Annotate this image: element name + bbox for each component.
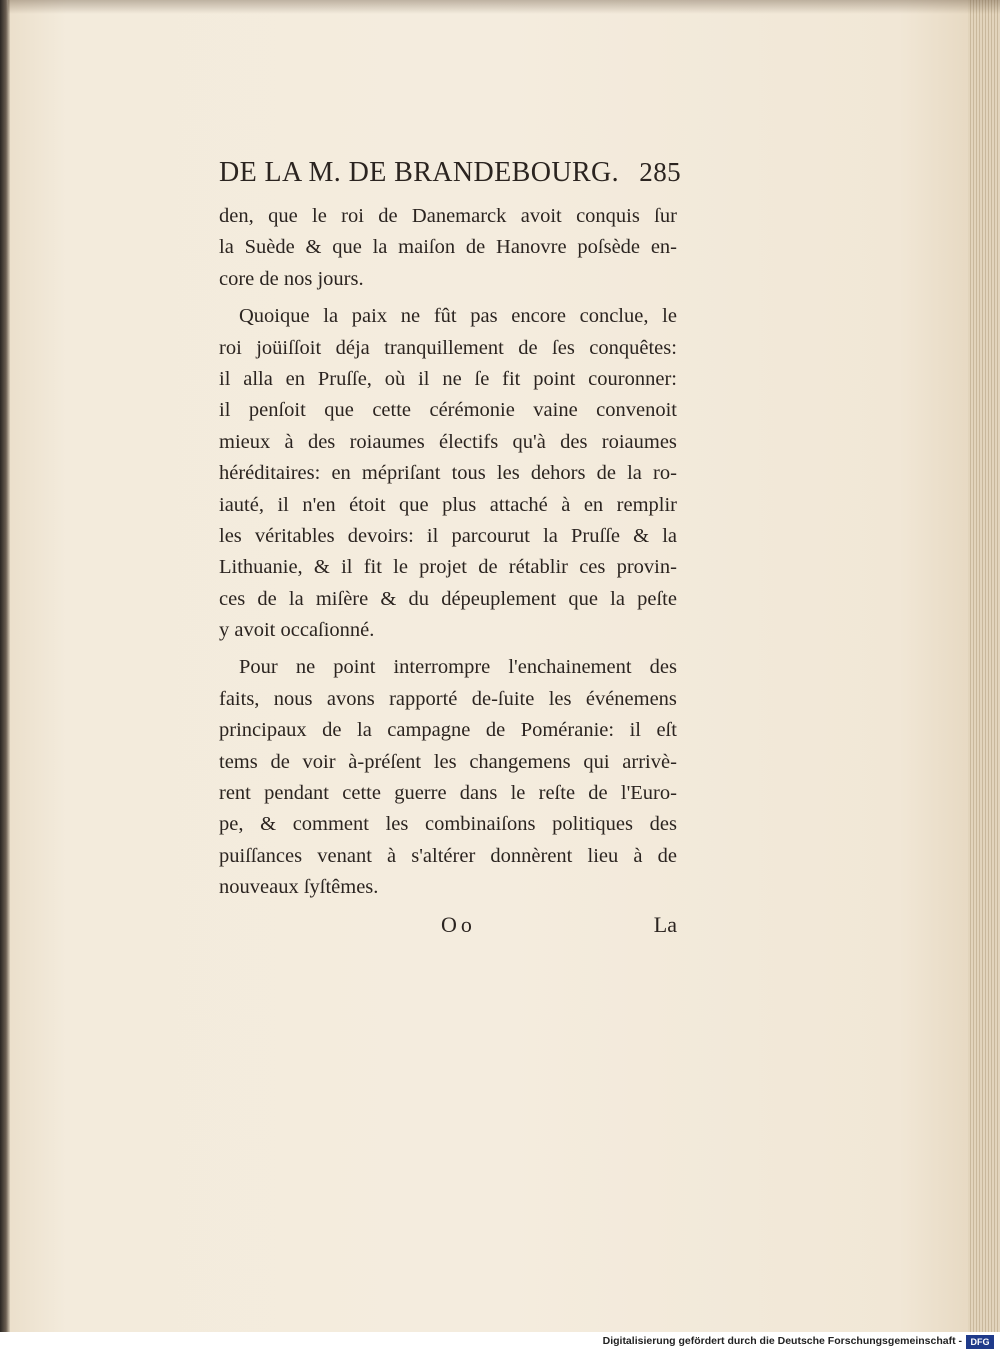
- word: cette: [342, 782, 381, 805]
- word: rent: [219, 782, 251, 805]
- word: pendant: [264, 782, 330, 805]
- word: maiſon: [398, 236, 456, 259]
- word: poſsède: [577, 236, 641, 259]
- word: de-ſuite: [471, 687, 535, 710]
- word: électifs: [439, 430, 499, 453]
- word: Danemarck: [411, 205, 507, 227]
- word: ſes: [552, 336, 575, 359]
- word: changemens: [469, 750, 571, 773]
- word: Quoique: [239, 305, 310, 328]
- word: les: [548, 687, 572, 710]
- word: des: [649, 813, 677, 836]
- word: roi: [341, 205, 364, 227]
- word: de: [657, 844, 677, 867]
- word: Pour: [239, 656, 278, 679]
- word: comment: [292, 813, 369, 836]
- text-line: [219, 584, 677, 615]
- word: qu'à: [512, 430, 546, 453]
- word: encore: [511, 305, 566, 328]
- word: il: [629, 719, 641, 742]
- word: vaine: [533, 399, 578, 422]
- word: le: [312, 205, 327, 227]
- word: guerre: [394, 782, 447, 805]
- word: que: [324, 399, 354, 422]
- word: ro-: [653, 462, 677, 485]
- word: den,: [219, 205, 254, 227]
- word: Poméranie:: [520, 719, 615, 742]
- word: il: [341, 556, 353, 579]
- word: des: [307, 430, 336, 453]
- word: conquis: [576, 205, 640, 227]
- word: ſe: [474, 367, 490, 390]
- word: l'Euro-: [620, 782, 677, 805]
- word: à-préſent: [348, 750, 422, 773]
- word: principaux: [219, 719, 307, 742]
- word: la: [662, 524, 677, 547]
- word: reſte: [538, 782, 576, 805]
- dfg-logo-icon: DFG: [966, 1335, 994, 1349]
- word: avoit: [520, 205, 562, 227]
- word: n'en: [302, 493, 336, 516]
- book-binding-edge: [0, 0, 10, 1332]
- word: iauté,: [219, 493, 264, 516]
- word: à: [284, 430, 294, 453]
- word: s'altérer: [411, 844, 476, 867]
- word: campagne: [387, 719, 471, 742]
- word: la: [323, 305, 339, 328]
- word: Pruſſe: [571, 524, 620, 547]
- word: rapporté: [389, 687, 458, 710]
- word: qui: [583, 750, 610, 773]
- text-line: [219, 521, 677, 552]
- word: dépeuplement: [441, 587, 557, 610]
- word: la: [543, 524, 558, 547]
- text-line: [219, 458, 677, 489]
- word: eſt: [656, 719, 677, 742]
- word: de: [478, 556, 498, 579]
- text-line: [219, 715, 677, 746]
- word: interrompre: [393, 656, 491, 679]
- text-line: [219, 301, 677, 332]
- word: projet: [419, 556, 467, 579]
- footer-credit: Digitalisierung gefördert durch die Deutsche Forschungsgemeinschaft -: [602, 1335, 962, 1347]
- word: étoit: [349, 493, 386, 516]
- word: ſur: [654, 205, 677, 227]
- word: pas: [470, 305, 498, 328]
- page-number: 285: [639, 157, 681, 187]
- text-line: [219, 841, 677, 872]
- word: Suède: [244, 236, 295, 259]
- word: de: [588, 782, 608, 805]
- word: véritables: [254, 524, 335, 547]
- word: de: [485, 719, 506, 742]
- text-line: [219, 490, 677, 521]
- page-text-block: [219, 152, 681, 944]
- word: de: [465, 236, 486, 259]
- text-line: [219, 333, 677, 364]
- word: les: [496, 462, 520, 485]
- word: les: [219, 524, 242, 547]
- text-line: [219, 364, 677, 395]
- word: penſoit: [248, 399, 306, 422]
- word: fit: [363, 556, 382, 579]
- word: héréditaires:: [219, 462, 321, 485]
- word: où: [384, 367, 406, 390]
- word: en-: [650, 236, 677, 259]
- word: provin-: [616, 556, 677, 579]
- word: événemens: [585, 687, 677, 710]
- text-line: [219, 201, 677, 232]
- word: avons: [326, 687, 375, 710]
- text-line: [219, 684, 677, 715]
- word: &: [633, 524, 650, 547]
- word: roiaumes: [349, 430, 425, 453]
- word: ces: [579, 556, 606, 579]
- word: mieux: [219, 430, 271, 453]
- word: politiques: [552, 813, 633, 836]
- word: parcourut: [451, 524, 530, 547]
- signature-mark: Oo: [441, 911, 476, 937]
- digitization-footer: [0, 1332, 1000, 1353]
- paragraph-3: [219, 652, 677, 903]
- word: puiſſances: [219, 844, 303, 867]
- word: des: [649, 656, 677, 679]
- word: il: [277, 493, 289, 516]
- word: à: [561, 493, 571, 516]
- word: &: [260, 813, 277, 836]
- text-line: [219, 652, 677, 683]
- text-line: [219, 427, 677, 458]
- word: il: [418, 367, 430, 390]
- word: tous: [451, 462, 486, 485]
- word: tems: [219, 750, 258, 773]
- word: paix: [351, 305, 388, 328]
- word: combinaiſons: [425, 813, 536, 836]
- word: attaché: [489, 493, 548, 516]
- text-line: [219, 552, 677, 583]
- running-head: [219, 152, 681, 193]
- word: ces: [219, 587, 246, 610]
- word: de: [518, 336, 538, 359]
- word: que: [568, 587, 598, 610]
- word: Hanovre: [496, 236, 567, 259]
- word: il: [219, 367, 231, 390]
- word: Lithuanie,: [219, 556, 303, 579]
- word: remplir: [616, 493, 677, 516]
- word: fit: [502, 367, 521, 390]
- word: point: [533, 367, 576, 390]
- word: la: [357, 719, 372, 742]
- word: donnèrent: [490, 844, 573, 867]
- catchword: La: [653, 911, 677, 937]
- word: des: [560, 430, 588, 453]
- word: à: [387, 844, 397, 867]
- word: la: [627, 462, 642, 485]
- paragraph-1: [219, 201, 677, 295]
- word: en: [285, 367, 306, 390]
- word: en: [331, 462, 351, 485]
- word: alla: [243, 367, 273, 390]
- catchline: [219, 910, 677, 944]
- paragraph-2: [219, 301, 677, 646]
- text-line: [219, 809, 677, 840]
- word: la: [219, 236, 234, 259]
- word: cette: [372, 399, 412, 422]
- word: point: [333, 656, 376, 679]
- word: les: [385, 813, 409, 836]
- word: roi: [219, 336, 242, 359]
- text-line: [219, 395, 677, 426]
- word: la: [610, 587, 625, 610]
- word: pe,: [219, 813, 244, 836]
- word: la: [372, 236, 388, 259]
- word: arrivè-: [622, 750, 677, 773]
- word: conquêtes:: [589, 336, 677, 359]
- word: faits,: [219, 687, 260, 710]
- word: l'enchainement: [508, 656, 632, 679]
- word: &: [313, 556, 330, 579]
- word: nous: [273, 687, 313, 710]
- word: ne: [442, 367, 462, 390]
- word: la: [288, 587, 304, 610]
- word: déja: [335, 336, 370, 359]
- running-head-title: DE LA M. DE BRANDEBOURG.: [219, 157, 620, 188]
- word: roiaumes: [601, 430, 677, 453]
- word: dans: [459, 782, 498, 805]
- word: de: [596, 462, 616, 485]
- word: le: [510, 782, 526, 805]
- word: de: [270, 750, 290, 773]
- page-top-shadow: [8, 0, 1000, 14]
- word: ne: [400, 305, 421, 328]
- word: que: [332, 236, 362, 259]
- word: &: [305, 236, 322, 259]
- word: conclue,: [579, 305, 649, 328]
- word: joüiſſoit: [256, 336, 322, 359]
- word: rétablir: [508, 556, 568, 579]
- word: cérémonie: [429, 399, 515, 422]
- text-line: [219, 747, 677, 778]
- word: en: [583, 493, 604, 516]
- word: que: [398, 493, 429, 516]
- word: peſte: [637, 587, 677, 610]
- word: ne: [295, 656, 316, 679]
- word: lieu: [587, 844, 619, 867]
- word: voir: [302, 750, 336, 773]
- word: miſère: [315, 587, 369, 610]
- word: le: [662, 305, 677, 328]
- word: il: [219, 399, 231, 422]
- word: que: [268, 205, 298, 227]
- word: mépriſant: [361, 462, 441, 485]
- word: tranquillement: [384, 336, 504, 359]
- word: de: [378, 205, 398, 227]
- word: fût: [433, 305, 457, 328]
- word: plus: [442, 493, 477, 516]
- word: de: [322, 719, 342, 742]
- text-line: core de nos jours.: [219, 267, 364, 290]
- word: le: [393, 556, 408, 579]
- word: à: [633, 844, 643, 867]
- word: devoirs:: [347, 524, 414, 547]
- text-line: y avoit occaſionné.: [219, 619, 375, 642]
- word: convenoit: [596, 399, 677, 422]
- word: venant: [317, 844, 372, 867]
- word: du: [408, 587, 430, 610]
- text-line: [219, 232, 677, 263]
- word: &: [380, 587, 397, 610]
- page-stack-edges: [968, 0, 1000, 1332]
- word: Pruſſe,: [317, 367, 372, 390]
- text-line: [219, 778, 677, 809]
- text-line: nouveaux ſyſtêmes.: [219, 876, 379, 899]
- word: il: [426, 524, 439, 547]
- word: les: [433, 750, 457, 773]
- word: dehors: [530, 462, 586, 485]
- word: de: [257, 587, 277, 610]
- word: couronner:: [588, 367, 677, 390]
